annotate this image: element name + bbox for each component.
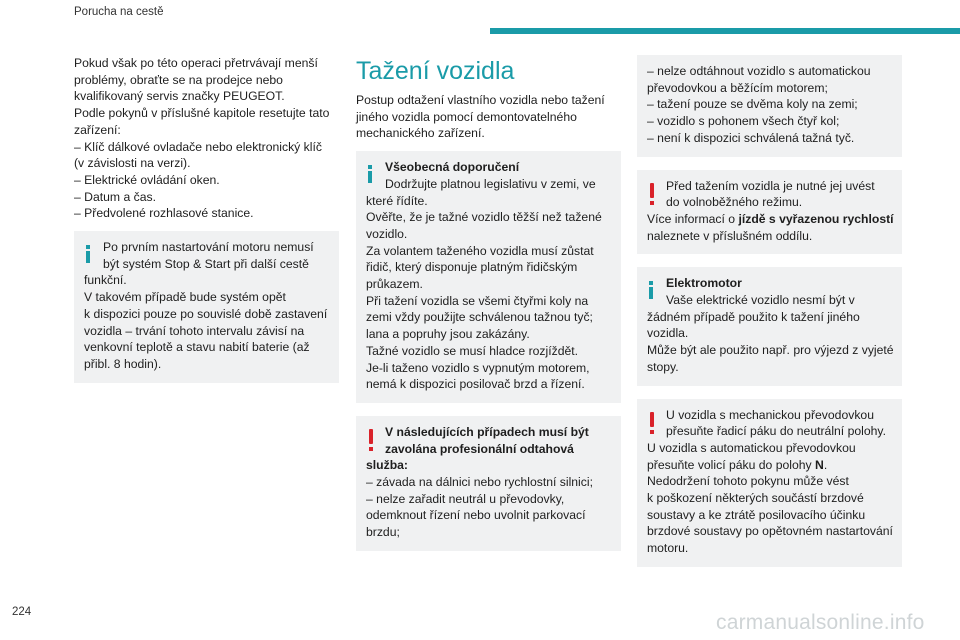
warning-icon — [650, 183, 654, 205]
electric-motor-info-box: Elektromotor Vaše elektrické vozidlo nesmí být v žádném případě použito k tažení jiného vozidla. Může být ale použito např. pro výjezd z vyjeté stopy. — [637, 267, 902, 385]
info-icon — [86, 245, 90, 263]
professional-towing-warning-box: V následujících případech musí být zavolána profesionální odtahová služba: – závada na dálnici nebo rychlostní silnici; – nelze zařadit neutrál u převodovky, odemknout řízení nebo uvolnit parkovací brzdu; — [356, 416, 621, 551]
stop-start-info-box: Po prvním nastartování motoru nemusí být systém Stop & Start při další cestě funkční. V takovém případě bude systém opět k dispozici pouze po souvislé době zastavení vozidla – trvání tohoto intervalu závisí na venkovní teplotě a stavu nabití baterie (až přibl. 8 hodin). — [74, 231, 339, 383]
neutral-mode-warning-box: Před tažením vozidla je nutné jej uvést do volnoběžného režimu. Více informací o jízdě s vyřazenou rychlostí naleznete v příslušném oddílu. — [637, 170, 902, 255]
warning-icon — [369, 429, 373, 451]
warning-icon — [650, 412, 654, 434]
towing-intro: Postup odtažení vlastního vozidla nebo tažení jiného vozidla pomocí demontovatelného mechanického zařízení. — [356, 93, 605, 141]
gearbox-warning-box: U vozidla s mechanickou převodovkou přesuňte řadicí páku do neutrální polohy. U vozidla s automatickou převodovkou přesuňte volicí páku do polohy N. Nedodržení tohoto pokynu může vést k poškození některých součástí brzdové soustavy a ke ztrátě posilovacího účinku brzdové soustavy po opětovném nastartování motoru. — [637, 399, 902, 567]
column-1 — [74, 55, 339, 383]
watermark: carmanualsonline.info — [716, 611, 925, 634]
column-2 — [356, 55, 621, 551]
section-title: Porucha na cestě — [74, 6, 164, 18]
info-icon — [368, 165, 372, 183]
info-icon — [649, 281, 653, 299]
page-number: 224 — [12, 606, 32, 618]
general-recommendations-box: Všeobecná doporučení Dodržujte platnou legislativu v zemi, ve které řídíte. Ověřte, že je tažné vozidlo těžší než tažené vozidlo. Za volantem taženého vozidla musí zůstat řidič, který disponuje platným řidičským průkazem. Při tažení vozidla se všemi čtyřmi koly na zemi vždy použijte schválenou tažnou tyč; lana a popruhy jsou zakázány. Tažné vozidlo se musí hladce rozjíždět. Je-li taženo vozidlo s vypnutým motorem, nemá k dispozici posilovač brzd a řízení. — [356, 151, 621, 403]
column-3 — [637, 55, 902, 567]
towing-heading: Tažení vozidla — [356, 57, 515, 85]
reset-paragraph: Pokud však po této operaci přetrvávají menší problémy, obraťte se na prodejce nebo kvalifikovaný servis značky PEUGEOT. Podle pokynů v příslušné kapitole resetujte tato zařízení: – Klíč dálkové ovladače nebo elektronický klíč (v závislosti na verzi). – Elektrické ovládání oken. – Datum a čas. – Předvolené rozhlasové stanice. — [74, 56, 330, 221]
header-accent-bar — [490, 28, 960, 34]
towing-cases-list-box: – nelze odtáhnout vozidlo s automatickou převodovkou a běžícím motorem; – tažení pouze se dvěma koly na zemi; – vozidlo s pohonem všech čtyř kol; – není k dispozici schválená tažná tyč. — [637, 55, 902, 157]
